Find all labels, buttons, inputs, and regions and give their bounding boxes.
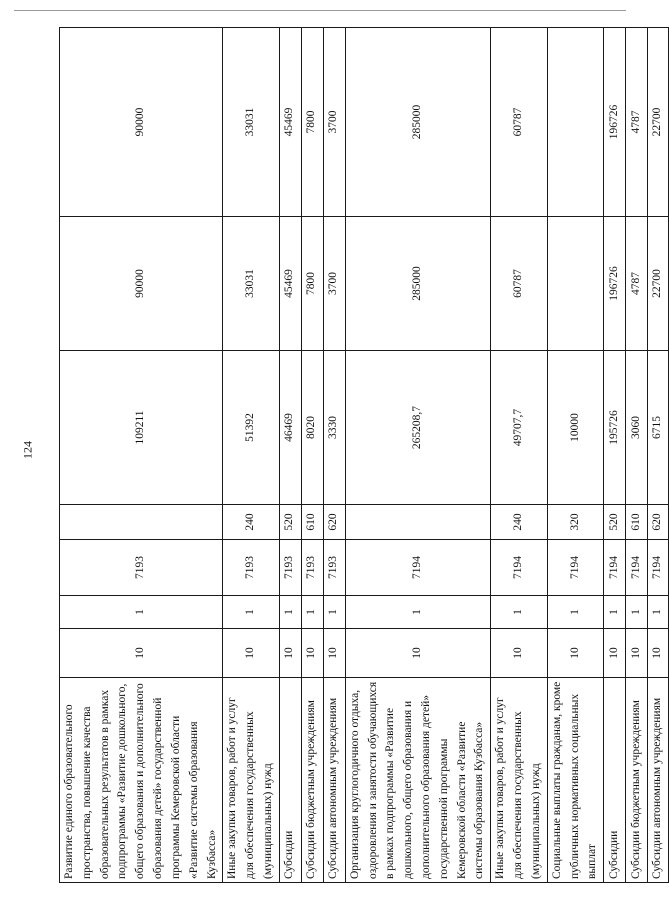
cell-name: Субсидии <box>604 678 626 883</box>
cell-vr: 240 <box>491 505 547 540</box>
top-border-line <box>14 10 626 11</box>
table-row <box>604 28 626 883</box>
cell-v3: 22700 <box>648 28 669 217</box>
table-row <box>345 28 491 883</box>
cell-sub: 1 <box>604 596 626 629</box>
cell-sub: 1 <box>626 596 648 629</box>
cell-sub: 1 <box>345 596 491 629</box>
cell-vr: 610 <box>626 505 648 540</box>
table-row <box>279 28 301 883</box>
cell-v2: 7800 <box>301 217 323 351</box>
cell-v3: 60787 <box>491 28 547 217</box>
cell-v1: 51392 <box>223 351 279 505</box>
cell-v1: 109211 <box>60 351 223 505</box>
cell-v1: 195726 <box>604 351 626 505</box>
cell-name: Субсидии бюджетным учреждениям <box>626 678 648 883</box>
cell-csr: 7194 <box>648 540 669 596</box>
cell-vr: 520 <box>604 505 626 540</box>
table-row <box>301 28 323 883</box>
cell-sec: 10 <box>604 629 626 678</box>
cell-v1: 10000 <box>547 351 603 505</box>
cell-csr: 7193 <box>223 540 279 596</box>
table-row <box>626 28 648 883</box>
cell-name: Субсидии бюджетным учреждениям <box>301 678 323 883</box>
cell-v2: 3700 <box>323 217 345 351</box>
cell-v2 <box>547 217 603 351</box>
cell-sub: 1 <box>301 596 323 629</box>
budget-table-body <box>60 28 669 883</box>
cell-v1: 46469 <box>279 351 301 505</box>
cell-v1: 3330 <box>323 351 345 505</box>
cell-v3: 90000 <box>60 28 223 217</box>
cell-name: Субсидии автономным учреждениям <box>323 678 345 883</box>
cell-vr: 320 <box>547 505 603 540</box>
cell-v3: 33031 <box>223 28 279 217</box>
cell-sec: 10 <box>547 629 603 678</box>
cell-v3: 7800 <box>301 28 323 217</box>
cell-v3 <box>547 28 603 217</box>
cell-sec: 10 <box>626 629 648 678</box>
cell-v2: 60787 <box>491 217 547 351</box>
cell-v1: 265208,7 <box>345 351 491 505</box>
cell-vr: 620 <box>648 505 669 540</box>
cell-sec: 10 <box>491 629 547 678</box>
table-row <box>323 28 345 883</box>
page-number: 124 <box>20 441 35 459</box>
cell-vr: 520 <box>279 505 301 540</box>
cell-sub: 1 <box>547 596 603 629</box>
cell-vr: 620 <box>323 505 345 540</box>
cell-v2: 33031 <box>223 217 279 351</box>
cell-v3: 285000 <box>345 28 491 217</box>
cell-csr: 7193 <box>279 540 301 596</box>
cell-v3: 45469 <box>279 28 301 217</box>
cell-sec: 10 <box>323 629 345 678</box>
cell-v1: 3060 <box>626 351 648 505</box>
cell-csr: 7193 <box>301 540 323 596</box>
cell-sec: 10 <box>223 629 279 678</box>
cell-sec: 10 <box>345 629 491 678</box>
cell-vr <box>60 505 223 540</box>
cell-v3: 3700 <box>323 28 345 217</box>
cell-v3: 4787 <box>626 28 648 217</box>
cell-v1: 49707,7 <box>491 351 547 505</box>
budget-table <box>59 27 669 883</box>
cell-name: Организация круглогодичного отдыха, оздоровления и занятости обучающихся в рамках подпрограммы «Развитие дошкольного, общего образования и дополнительного образования детей» государственной программы Кемеровской области «Развитие системы образования Кузбасса» <box>345 678 491 883</box>
cell-sub: 1 <box>648 596 669 629</box>
cell-vr: 240 <box>223 505 279 540</box>
cell-sec: 10 <box>301 629 323 678</box>
cell-csr: 7193 <box>323 540 345 596</box>
cell-csr: 7194 <box>604 540 626 596</box>
cell-v1: 6715 <box>648 351 669 505</box>
cell-sec: 10 <box>60 629 223 678</box>
cell-sub: 1 <box>223 596 279 629</box>
table-row <box>491 28 547 883</box>
cell-sub: 1 <box>491 596 547 629</box>
table-row <box>60 28 223 883</box>
cell-sub: 1 <box>323 596 345 629</box>
cell-name: Субсидии автономным учреждениям <box>648 678 669 883</box>
cell-csr: 7194 <box>547 540 603 596</box>
rotated-page <box>59 28 664 883</box>
table-row <box>547 28 603 883</box>
cell-v2: 285000 <box>345 217 491 351</box>
cell-vr: 610 <box>301 505 323 540</box>
cell-sub: 1 <box>279 596 301 629</box>
cell-sec: 10 <box>648 629 669 678</box>
cell-v1: 8020 <box>301 351 323 505</box>
cell-vr <box>345 505 491 540</box>
cell-csr: 7194 <box>491 540 547 596</box>
cell-csr: 7194 <box>345 540 491 596</box>
cell-csr: 7194 <box>626 540 648 596</box>
cell-name: Развитие единого образовательного пространства, повышение качества образовательных результатов в рамках подпрограммы «Развитие дошкольного, общего образования и дополнительного образования детей» государственной программы Кемеровской области «Развитие системы образования Кузбасса» <box>60 678 223 883</box>
cell-v2: 22700 <box>648 217 669 351</box>
table-row <box>223 28 279 883</box>
cell-v3: 196726 <box>604 28 626 217</box>
cell-name: Иные закупки товаров, работ и услуг для обеспечения государственных (муниципальных) нужд <box>223 678 279 883</box>
table-row <box>648 28 669 883</box>
cell-sub: 1 <box>60 596 223 629</box>
cell-sec: 10 <box>279 629 301 678</box>
cell-v2: 45469 <box>279 217 301 351</box>
cell-csr: 7193 <box>60 540 223 596</box>
cell-v2: 4787 <box>626 217 648 351</box>
cell-name: Субсидии <box>279 678 301 883</box>
cell-v2: 90000 <box>60 217 223 351</box>
cell-name: Социальные выплаты гражданам, кроме публичных нормативных социальных выплат <box>547 678 603 883</box>
cell-name: Иные закупки товаров, работ и услуг для обеспечения государственных (муниципальных) нужд <box>491 678 547 883</box>
cell-v2: 196726 <box>604 217 626 351</box>
